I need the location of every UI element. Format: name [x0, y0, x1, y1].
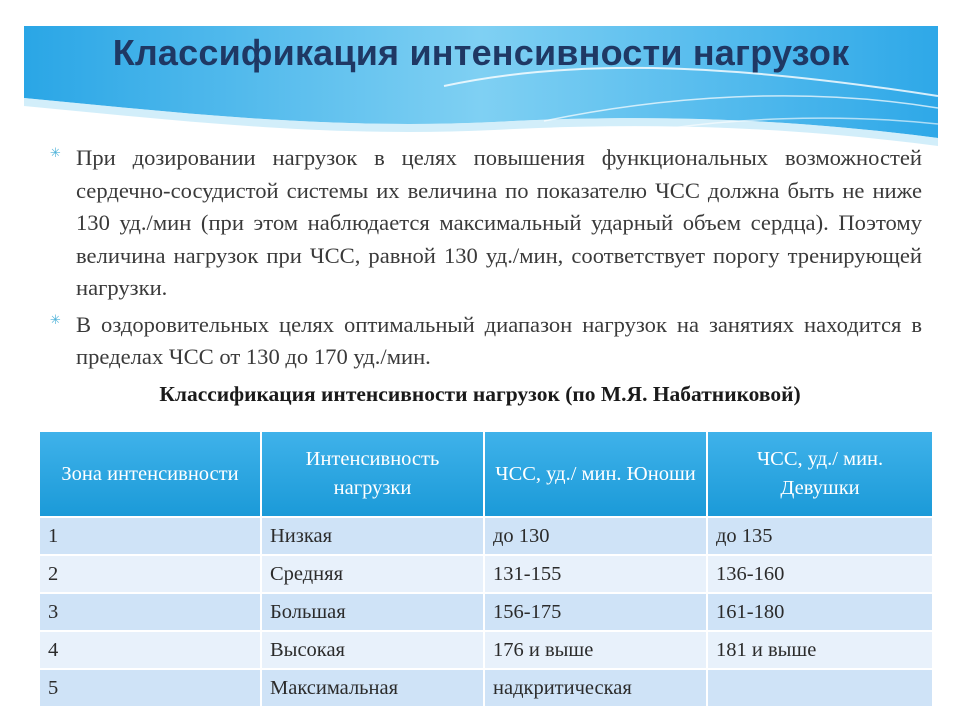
cell-hr-girls: 181 и выше [716, 638, 817, 661]
cell-zone: 1 [40, 518, 262, 554]
cell-hr-girls: до 135 [716, 524, 773, 547]
cell-zone: 3 [40, 594, 262, 630]
cell-hr-boys: 176 и выше [485, 632, 708, 668]
table-row [40, 592, 932, 630]
cell-hr-boys: надкритическая [485, 670, 708, 706]
bullet-text: В оздоровительных целях оптимальный диапазон нагрузок на занятиях находится в пределах ЧСС от 130 до 170 уд./мин. [76, 311, 922, 369]
intensity-table [40, 432, 932, 706]
column-header-hr-girls: ЧСС, уд./ мин. Девушки [756, 448, 884, 499]
asterisk-bullet-icon: ✳ [50, 312, 61, 328]
table-row [40, 630, 932, 668]
cell-intensity: Низкая [262, 518, 485, 554]
slide-title: Классификация интенсивности нагрузок [112, 32, 850, 73]
cell-hr-girls: 161-180 [716, 600, 785, 623]
bullet-item [48, 309, 922, 374]
cell-intensity: Средняя [262, 556, 485, 592]
column-header-hr-boys: ЧСС, уд./ мин. Юноши [485, 432, 708, 516]
cell-hr-boys: до 130 [485, 518, 708, 554]
cell-zone: 4 [40, 632, 262, 668]
cell-hr-boys: 131-155 [485, 556, 708, 592]
cell-zone: 5 [40, 670, 262, 706]
cell-hr-girls: 136-160 [716, 562, 785, 585]
cell-intensity: Максимальная [262, 670, 485, 706]
table-row [40, 554, 932, 592]
table-row [40, 516, 932, 554]
bullet-item [48, 142, 922, 305]
table-header-row [40, 432, 932, 516]
table-caption: Классификация интенсивности нагрузок (по М.Я. Набатниковой) [159, 382, 801, 406]
bullet-text: При дозировании нагрузок в целях повышения функциональных возможностей сердечно-сосудистой системы их величина по показателю ЧСС должна быть не ниже 130 уд./мин (при этом наблюдается максимальный ударный объем сердца). Поэтому величина нагрузок при ЧСС, равной 130 уд./мин, соответствует порогу тренирующей нагрузки. [76, 145, 922, 300]
table-row [40, 668, 932, 706]
cell-hr-boys: 156-175 [485, 594, 708, 630]
cell-intensity: Большая [262, 594, 485, 630]
cell-hr-girls [708, 670, 932, 706]
bullet-list [48, 142, 922, 378]
column-header-intensity: Интенсивность нагрузки [262, 432, 485, 516]
cell-zone: 2 [40, 556, 262, 592]
column-header-zone: Зона интенсивности [40, 432, 262, 516]
asterisk-bullet-icon: ✳ [50, 146, 61, 161]
cell-intensity: Высокая [262, 632, 485, 668]
